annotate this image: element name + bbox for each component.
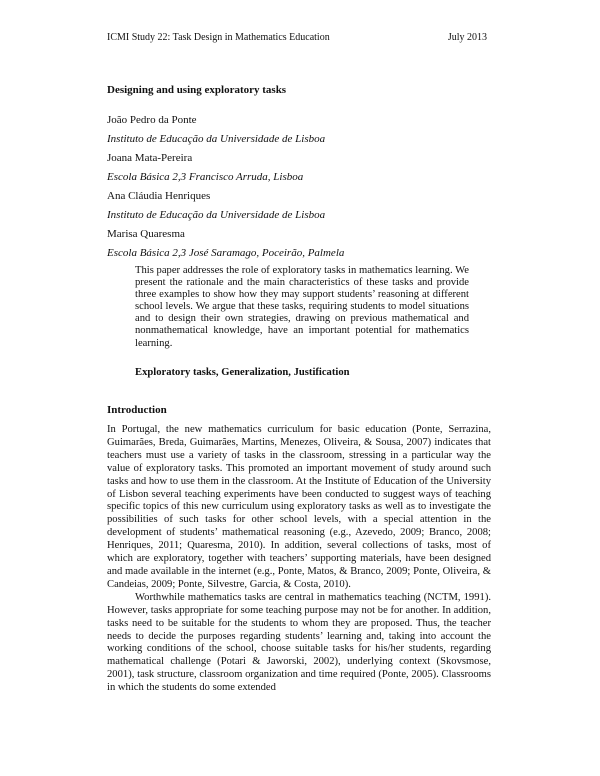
author-institution: Escola Básica 2,3 Francisco Arruda, Lisboa <box>107 171 304 183</box>
running-header-left: ICMI Study 22: Task Design in Mathematics Education <box>107 32 330 43</box>
author-institution: Instituto de Educação da Universidade de Lisboa <box>107 133 326 145</box>
paragraph: Worthwhile mathematics tasks are central in mathematics teaching (NCTM, 1991). However, tasks appropriate for some teaching purpose may not be for another. In addition, tasks need to be suitable for the students to whom they are proposed. Thus, the teacher needs to decide the purposes regarding students’ learning and, taking into account the working conditions of the school, choose suitable tasks for his/her students, regarding mathematical challenge (Potari & Jaworski, 2002), underlying context (Skovsmose, 2001), task structure, classroom organization and time required (Ponte, 2005). Classrooms in which the students do some extended <box>107 591 491 694</box>
author-institution: Escola Básica 2,3 José Saramago, Poceirão, Palmela <box>107 247 345 259</box>
abstract-text: This paper addresses the role of exploratory tasks in mathematics learning. We present the rationale and the main characteristics of these tasks and provide three examples to show how they may support students’ reasoning at different school levels. We argue that these tasks, requiring students to model situations and to design their own strategies, drawing on previous mathematical and nonmathematical knowledge, have an important potential for mathematics learning. <box>135 265 469 349</box>
author-name: Marisa Quaresma <box>107 228 185 240</box>
author-name: Joana Mata-Pereira <box>107 152 193 164</box>
author-institution: Instituto de Educação da Universidade de Lisboa <box>107 209 326 221</box>
section-heading-introduction: Introduction <box>107 404 167 416</box>
body-text <box>107 424 491 695</box>
paragraph: In Portugal, the new mathematics curriculum for basic education (Ponte, Serrazina, Guimarães, Breda, Guimarães, Martins, Menezes, Oliveira, & Sousa, 2007) indicates that teachers must use a variety of tasks in the classroom, stressing in a particular way the value of exploratory tasks. This promoted an important movement of study around such tasks and how to use them in the classroom. At the Institute of Education of the University of Lisbon several teaching experiments have been conducted to suggest ways of teaching specific topics of this new curriculum using exploratory tasks as well as to investigate the possibilities of such tasks for other school levels, with a special attention in the development of students’ mathematical reasoning (e.g., Azevedo, 2009; Branco, 2008; Henriques, 2011; Quaresma, 2010). In addition, several collections of tasks, most of which are exploratory, together with teachers’ supporting materials, have been designed and made available in the internet (e.g., Ponte, Matos, & Branco, 2009; Ponte, Oliveira, & Candeias, 2009; Ponte, Silvestre, Garcia, & Costa, 2010). <box>107 424 491 590</box>
abstract <box>135 265 469 350</box>
running-header-date: July 2013 <box>447 32 487 43</box>
author-list <box>107 111 497 263</box>
paper-title: Designing and using exploratory tasks <box>107 84 287 96</box>
keywords: Exploratory tasks, Generalization, Justification <box>135 367 350 378</box>
author-name: Ana Cláudia Henriques <box>107 190 211 202</box>
author-name: João Pedro da Ponte <box>107 114 197 126</box>
